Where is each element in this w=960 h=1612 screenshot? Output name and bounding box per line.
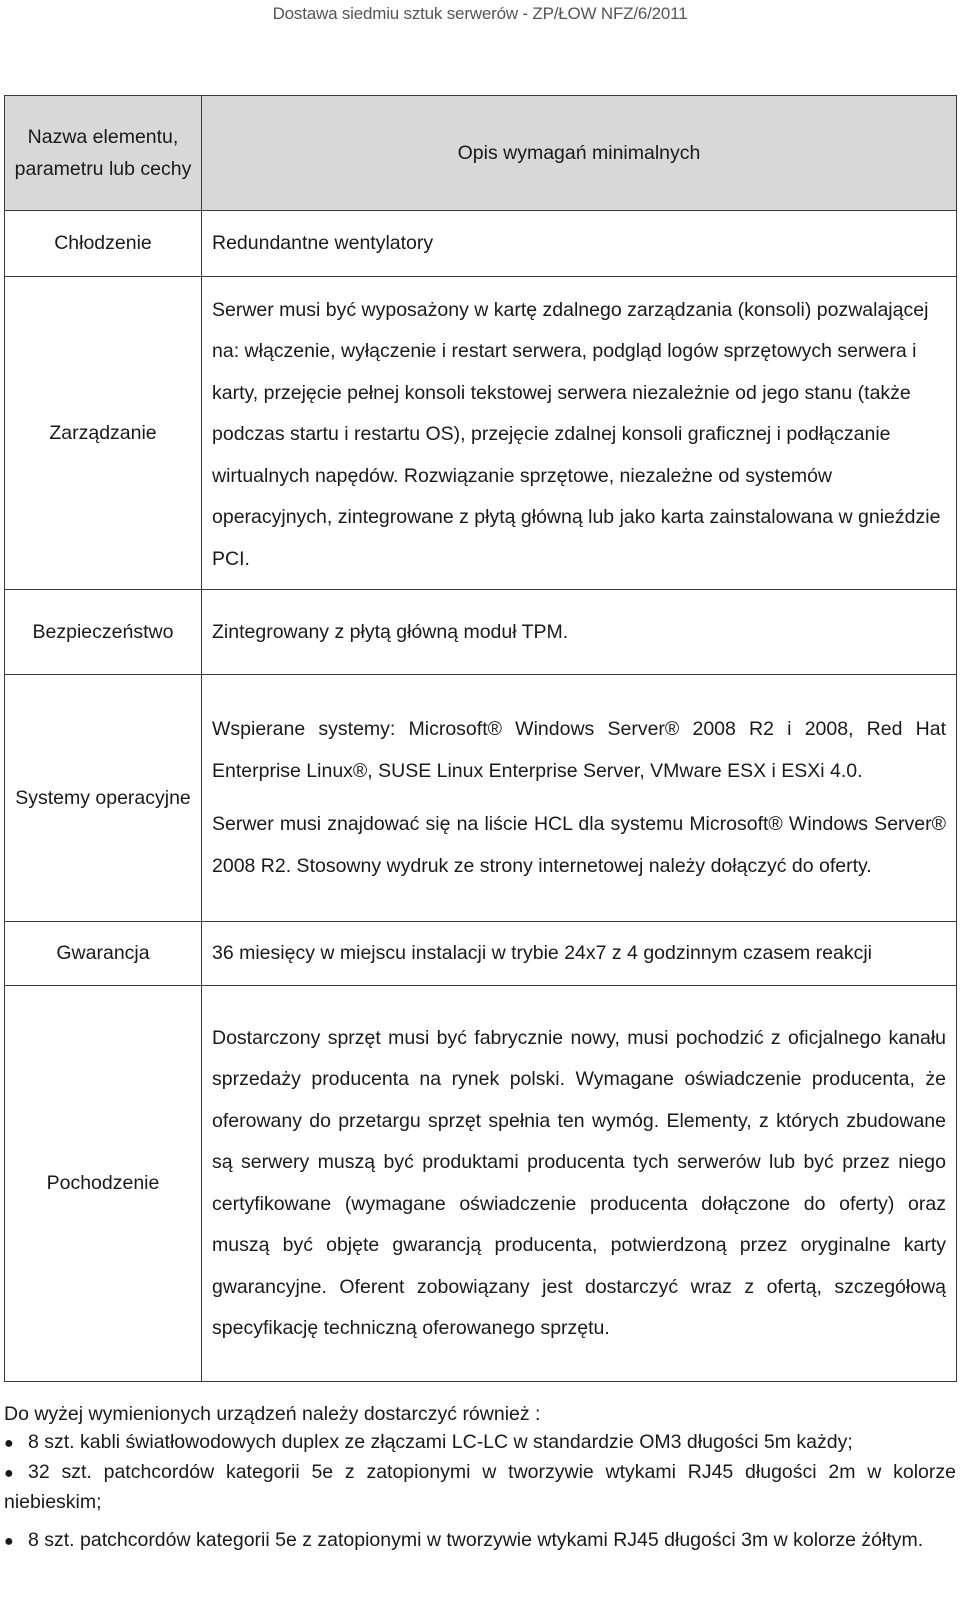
row-desc-management: Serwer musi być wyposażony w kartę zdalnego zarządzania (konsoli) pozwalającej na: włączenie, wyłączenie i restart serwera, podgląd logów sprzętowych serwera i karty, przejęcie pełnej konsoli tekstowej serwera niezależnie od jego stanu (także podczas startu i restartu OS), przejęcie zdalnej konsoli graficznej i podłączanie wirtualnych napędów. Rozwiązanie sprzętowe, niezależne od systemów operacyjnych, zintegrowane z płytą główną lub jako karta zainstalowana w gnieździe PCI. <box>202 277 957 590</box>
column-header-description: Opis wymagań minimalnych <box>202 96 957 211</box>
os-supported-systems: Wspierane systemy: Microsoft® Windows Server® 2008 R2 i 2008, Red Hat Enterprise Linux®, SUSE Linux Enterprise Server, VMware ESX i ESXi 4.0. <box>212 718 946 782</box>
list-item <box>4 1458 956 1516</box>
table-row <box>5 675 957 922</box>
os-hcl-requirement: Serwer musi znajdować się na liście HCL dla systemu Microsoft® Windows Server® 2008 R2. Stosowny wydruk ze strony internetowej należy dołączyć do oferty. <box>212 813 946 877</box>
page-header: Dostawa siedmiu sztuk serwerów - ZP/ŁOW NFZ/6/2011 <box>272 4 688 23</box>
row-name-operating-systems: Systemy operacyjne <box>5 675 202 922</box>
row-desc-cooling: Redundantne wentylatory <box>202 211 957 277</box>
row-name-warranty: Gwarancja <box>5 922 202 986</box>
table-row <box>5 922 957 986</box>
table-row <box>5 277 957 590</box>
bullet-icon: ● <box>4 1533 14 1550</box>
additional-items-intro: Do wyżej wymienionych urządzeń należy dostarczyć również : <box>4 1403 541 1425</box>
row-desc-warranty: 36 miesięcy w miejscu instalacji w trybie 24x7 z 4 godzinnym czasem reakcji <box>202 922 957 986</box>
row-name-cooling: Chłodzenie <box>5 211 202 277</box>
list-item-text: 32 szt. patchcordów kategorii 5e z zatopionymi w tworzywie wtykami RJ45 długości 2m w kolorze niebieskim; <box>4 1461 956 1513</box>
table-row <box>5 590 957 675</box>
list-item-text: 8 szt. patchcordów kategorii 5e z zatopionymi w tworzywie wtykami RJ45 długości 3m w kolorze żółtym. <box>28 1529 924 1551</box>
list-item <box>4 1428 956 1458</box>
row-desc-operating-systems <box>202 675 957 922</box>
requirements-table <box>4 95 957 1382</box>
bullet-icon: ● <box>4 1465 14 1482</box>
additional-items-list <box>4 1428 956 1556</box>
table-row <box>5 986 957 1382</box>
row-desc-origin: Dostarczony sprzęt musi być fabrycznie nowy, musi pochodzić z oficjalnego kanału sprzedaży producenta na rynek polski. Wymagane oświadczenie producenta, że oferowany do przetargu sprzęt spełnia ten wymóg. Elementy, z których zbudowane są serwery muszą być produktami producenta tych serwerów lub być przez niego certyfikowane (wymagane oświadczenie producenta dołączone do oferty) oraz muszą być objęte gwarancją producenta, potwierdzoną przez oryginalne karty gwarancyjne. Oferent zobowiązany jest dostarczyć wraz z ofertą, szczegółową specyfikację techniczną oferowanego sprzętu. <box>202 986 957 1382</box>
row-desc-security: Zintegrowany z płytą główną moduł TPM. <box>202 590 957 675</box>
column-header-element-name: Nazwa elementu, parametru lub cechy <box>5 96 202 211</box>
list-item-text: 8 szt. kabli światłowodowych duplex ze złączami LC-LC w standardzie OM3 długości 5m każdy; <box>28 1431 853 1453</box>
table-row <box>5 211 957 277</box>
row-name-security: Bezpieczeństwo <box>5 590 202 675</box>
row-name-management: Zarządzanie <box>5 277 202 590</box>
bullet-icon: ● <box>4 1435 14 1452</box>
row-name-origin: Pochodzenie <box>5 986 202 1382</box>
list-item <box>4 1526 956 1556</box>
table-header-row <box>5 96 957 211</box>
additional-items-section <box>4 1400 956 1556</box>
